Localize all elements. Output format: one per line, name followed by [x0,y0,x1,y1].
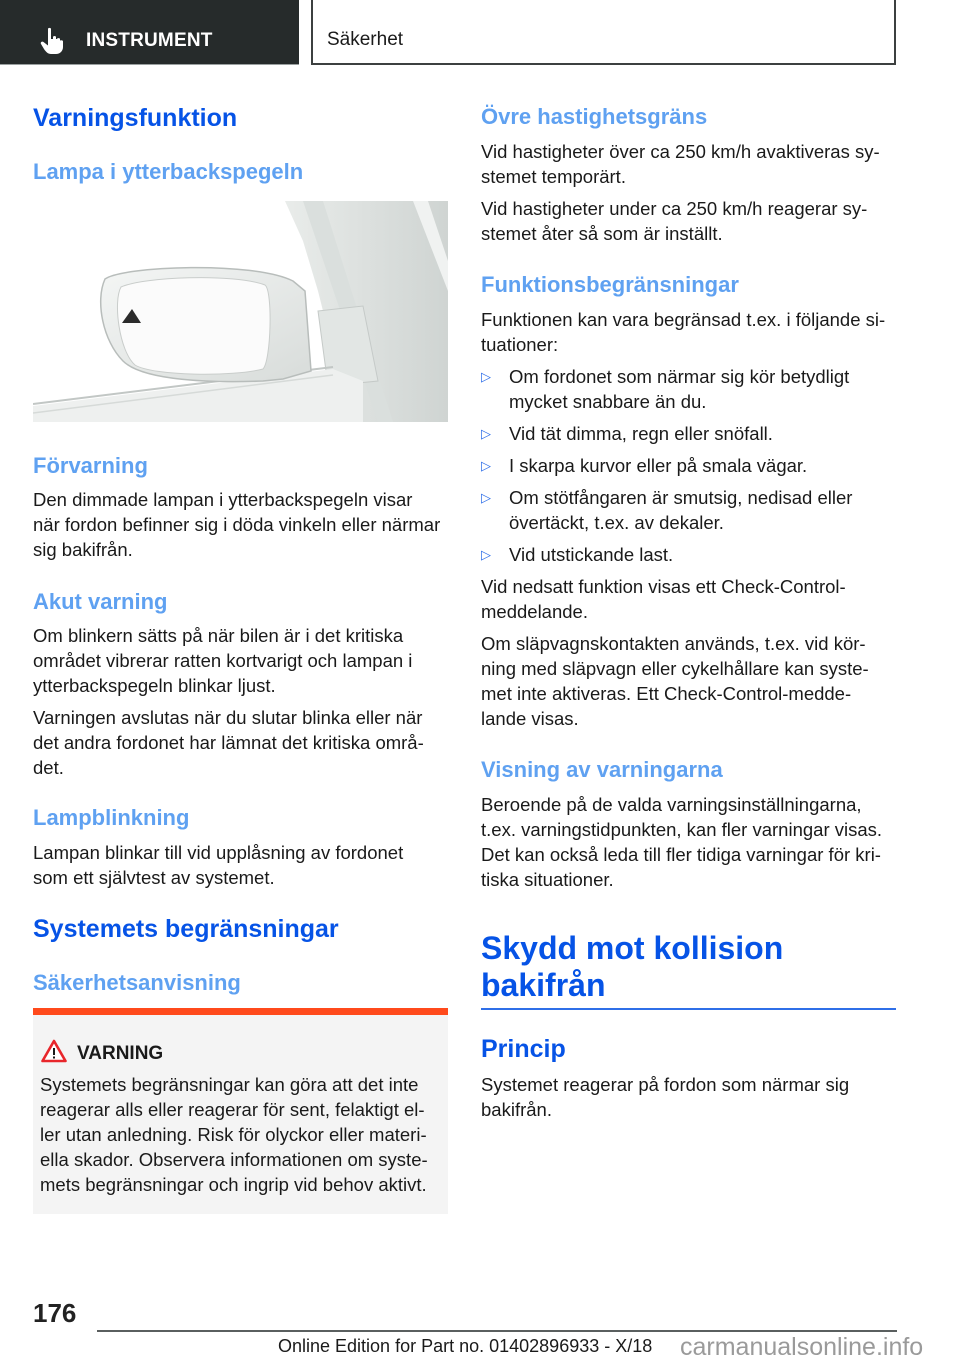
warning-title: VARNING [77,1043,164,1064]
triangle-right-icon: ▷ [481,490,491,505]
text-line: Om stötfångaren är smutsig, nedisad eller [509,487,853,508]
text-line: Den dimmade lampan i ytterbackspegeln visar [33,489,413,510]
text-line: Det kan också leda till fler tidiga varningar för kri- [481,844,881,865]
text-line: t.ex. varningstidpunkten, kan fler varningar visas. [481,819,883,840]
text-line: mets begränsningar och ingrip vid behov aktivt. [40,1174,427,1195]
text-line: sig bakifrån. [33,539,133,560]
section-title-rear-collision [481,930,783,1004]
paragraph-principle [481,1072,901,1122]
footer-divider [97,1330,897,1332]
paragraph-akut-1 [33,623,453,698]
text-line: Systemets begränsningar kan göra att det inte [40,1074,419,1095]
paragraph-akut-2 [33,705,453,780]
text-line: det andra fordonet har lämnat det kritiska områ- [33,732,424,753]
edition-text: Online Edition for Part no. 01402896933 - X/18 [278,1336,653,1356]
text-line: ytterbackspegeln blinkar ljust. [33,675,276,696]
paragraph-lampblinkning [33,840,453,890]
triangle-right-icon: ▷ [481,547,491,562]
triangle-right-icon: ▷ [481,369,491,384]
chapter-label: Säkerhet [327,29,404,50]
subheading-safety-note: Säkerhetsanvisning [33,970,241,995]
page-title: Varningsfunktion [33,104,238,132]
paragraph-forvarning [33,487,453,562]
title-line: bakifrån [481,967,606,1003]
text-line: met inte aktiveras. Ett Check-Control-medde- [481,683,852,704]
text-line: när fordon befinner sig i döda vinkeln eller närmar [33,514,441,535]
text-line: Funktionen kan vara begränsad t.ex. i följande si- [481,309,886,330]
text-line: Systemet reagerar på fordon som närmar sig [481,1074,850,1095]
text-line: Varningen avslutas när du slutar blinka eller när [33,707,423,728]
text-line: övertäckt, t.ex. av dekaler. [509,512,724,533]
text-line: ella skador. Observera informationen om syste- [40,1149,428,1170]
heading-lampblinkning: Lampblinkning [33,805,190,830]
text-line: Vid utstickande last. [509,544,674,565]
paragraph-trailer [481,631,901,731]
section-tab [0,0,299,65]
text-line: Vid tät dimma, regn eller snöfall. [509,423,773,444]
text-line: stemet temporärt. [481,166,626,187]
text-line: stemet åter så som är inställt. [481,223,723,244]
subtitle-mirror-lamp: Lampa i ytterbackspegeln [33,159,304,184]
triangle-right-icon: ▷ [481,458,491,473]
heading-principle: Princip [481,1035,566,1063]
chapter-tab [311,0,896,65]
heading-forvarning: Förvarning [33,453,148,478]
watermark: carmanualsonline.info [680,1333,924,1361]
text-line: Vid hastigheter över ca 250 km/h avaktiveras sy- [481,141,880,162]
hand-pointer-icon [40,27,64,55]
text-line: lande visas. [481,708,579,729]
heading-warning-display: Visning av varningarna [481,757,723,782]
heading-system-limits: Systemets begränsningar [33,915,339,943]
text-line: ning med släpvagn eller cykelhållare kan syste- [481,658,869,679]
text-line: det. [33,757,64,778]
text-line: ler utan anledning. Risk för olyckor eller materi- [40,1124,427,1145]
warning-triangle-icon [41,1039,67,1063]
mirror-warning-illustration [33,201,448,422]
text-line: som ett självtest av systemet. [33,867,275,888]
text-line: Vid nedsatt funktion visas ett Check-Control- [481,576,846,597]
text-line: Om släpvagnskontakten används, t.ex. vid kör- [481,633,866,654]
text-line: reagerar alls eller reagerar för sent, felaktigt el- [40,1099,425,1120]
text-line: Vid hastigheter under ca 250 km/h reagerar sy- [481,198,868,219]
heading-function-limits: Funktionsbegränsningar [481,272,739,297]
text-line: tiska situationer. [481,869,614,890]
text-line: Lampan blinkar till vid upplåsning av fordonet [33,842,404,863]
warning-text [40,1072,445,1197]
warning-box [33,1008,448,1214]
text-line: tuationer: [481,334,559,355]
paragraph-function-intro [481,307,901,357]
paragraph-speed-2 [481,196,901,246]
heading-akut-varning: Akut varning [33,589,168,614]
text-line: området vibrerar ratten kortvarigt och lampan i [33,650,413,671]
text-line: mycket snabbare än du. [509,391,707,412]
text-line: Om fordonet som närmar sig kör betydligt [509,366,850,387]
text-line: meddelande. [481,601,588,622]
section-divider [481,1008,896,1010]
text-line: bakifrån. [481,1099,552,1120]
triangle-right-icon: ▷ [481,426,491,441]
page-number: 176 [33,1298,77,1328]
paragraph-check-control [481,574,901,624]
mirror-illustration-svg [33,201,448,422]
paragraph-speed-1 [481,139,901,189]
text-line: I skarpa kurvor eller på smala vägar. [509,455,808,476]
paragraph-warning-display [481,792,901,892]
heading-upper-speed-limit: Övre hastighetsgräns [481,104,708,129]
text-line: Beroende på de valda varningsinställningarna, [481,794,862,815]
section-label: INSTRUMENT [86,30,213,51]
text-line: Om blinkern sätts på när bilen är i det kritiska [33,625,404,646]
title-line: Skydd mot kollision [481,930,784,966]
